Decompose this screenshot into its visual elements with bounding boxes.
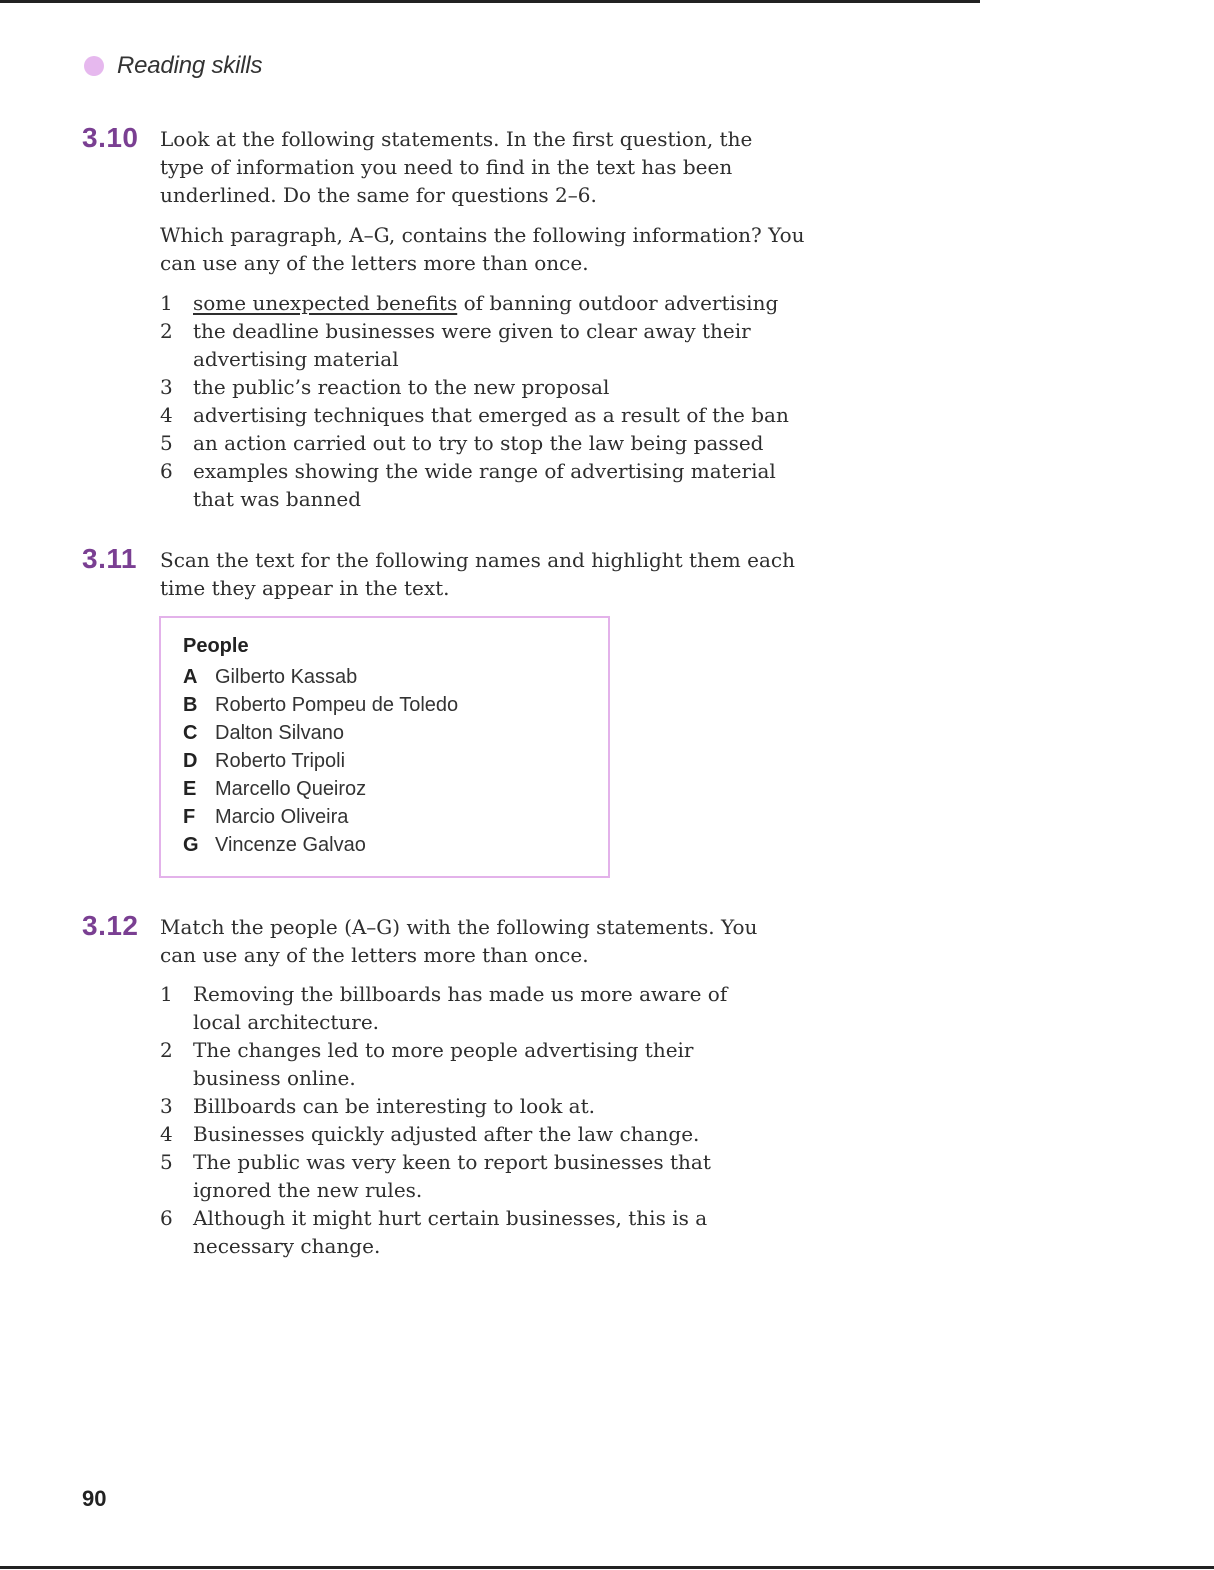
item-text: Billboards can be interesting to look at.	[193, 1094, 595, 1118]
item-number: 2	[160, 1038, 173, 1062]
list-item	[160, 401, 810, 429]
person-letter: G	[183, 834, 199, 856]
person-name: Marcio Oliveira	[215, 806, 349, 828]
person-item	[183, 719, 458, 747]
person-item	[183, 663, 458, 691]
person-item	[183, 775, 458, 803]
person-name: Dalton Silvano	[215, 722, 344, 744]
person-name: Marcello Queiroz	[215, 778, 367, 800]
exercise-3-10-instruction: Look at the following statements. In the first question, the type of information you need to find in the text has been underlined. Do the same for questions 2–6.	[160, 127, 753, 207]
item-number: 1	[160, 291, 173, 315]
list-item	[160, 1148, 760, 1204]
exercise-3-10-question: Which paragraph, A–G, contains the following information? You can use any of the letters more than once.	[160, 223, 805, 275]
list-item	[160, 317, 810, 373]
bullet-dot-icon	[84, 56, 104, 76]
item-text: Removing the billboards has made us more aware of local architecture.	[193, 982, 728, 1034]
item-text: Businesses quickly adjusted after the law change.	[193, 1122, 700, 1146]
people-box-title: People	[183, 635, 249, 657]
exercise-number-3-12: 3.12	[82, 910, 139, 941]
person-name: Roberto Pompeu de Toledo	[215, 694, 459, 716]
person-name: Vincenze Galvao	[215, 834, 366, 856]
person-letter: E	[183, 778, 197, 800]
bottom-rule	[0, 1566, 1214, 1569]
list-item	[160, 373, 810, 401]
item-number: 1	[160, 982, 173, 1006]
list-item	[160, 1204, 760, 1260]
exercise-3-12-list	[160, 980, 760, 1260]
exercise-number-3-10: 3.10	[82, 122, 139, 153]
item-text: of banning outdoor advertising	[457, 291, 779, 315]
person-item	[183, 691, 458, 719]
item-number: 3	[160, 1094, 173, 1118]
list-item	[160, 980, 760, 1036]
underlined-phrase: some unexpected benefits	[193, 291, 458, 315]
item-text: The changes led to more people advertising their business online.	[193, 1038, 694, 1090]
person-item	[183, 747, 458, 775]
item-number: 2	[160, 319, 173, 343]
item-text: Although it might hurt certain businesses, this is a necessary change.	[193, 1206, 708, 1258]
exercise-3-12-instruction: Match the people (A–G) with the following statements. You can use any of the letters more than once.	[160, 915, 758, 967]
list-item	[160, 1092, 760, 1120]
person-letter: F	[183, 806, 196, 828]
item-number: 4	[160, 403, 173, 427]
exercise-number-3-11: 3.11	[82, 543, 137, 574]
item-number: 6	[160, 1206, 173, 1230]
person-letter: A	[183, 666, 198, 688]
person-letter: C	[183, 722, 198, 744]
item-text: an action carried out to try to stop the law being passed	[193, 431, 764, 455]
list-item	[160, 289, 810, 317]
item-text: the deadline businesses were given to clear away their advertising material	[193, 319, 751, 371]
item-text: the public’s reaction to the new proposal	[193, 375, 610, 399]
person-letter: B	[183, 694, 198, 716]
list-item	[160, 1120, 760, 1148]
page-number: 90	[82, 1486, 107, 1511]
item-number: 4	[160, 1122, 173, 1146]
person-item	[183, 831, 458, 859]
item-number: 6	[160, 459, 173, 483]
item-text: The public was very keen to report businesses that ignored the new rules.	[193, 1150, 711, 1202]
section-header	[84, 52, 262, 80]
people-box	[159, 616, 610, 878]
item-text: examples showing the wide range of advertising material that was banned	[193, 459, 776, 511]
list-item	[160, 429, 810, 457]
people-list	[183, 663, 458, 859]
item-number: 3	[160, 375, 173, 399]
section-title: Reading skills	[117, 52, 263, 79]
top-rule	[0, 0, 980, 3]
person-item	[183, 803, 458, 831]
exercise-3-10-list	[160, 289, 810, 513]
person-name: Roberto Tripoli	[215, 750, 346, 772]
person-letter: D	[183, 750, 198, 772]
item-text: advertising techniques that emerged as a result of the ban	[193, 403, 789, 427]
exercise-3-11-instruction: Scan the text for the following names and highlight them each time they appear in the text.	[160, 548, 795, 600]
item-number: 5	[160, 431, 173, 455]
person-name: Gilberto Kassab	[215, 666, 358, 688]
item-number: 5	[160, 1150, 173, 1174]
list-item	[160, 1036, 760, 1092]
list-item	[160, 457, 810, 513]
